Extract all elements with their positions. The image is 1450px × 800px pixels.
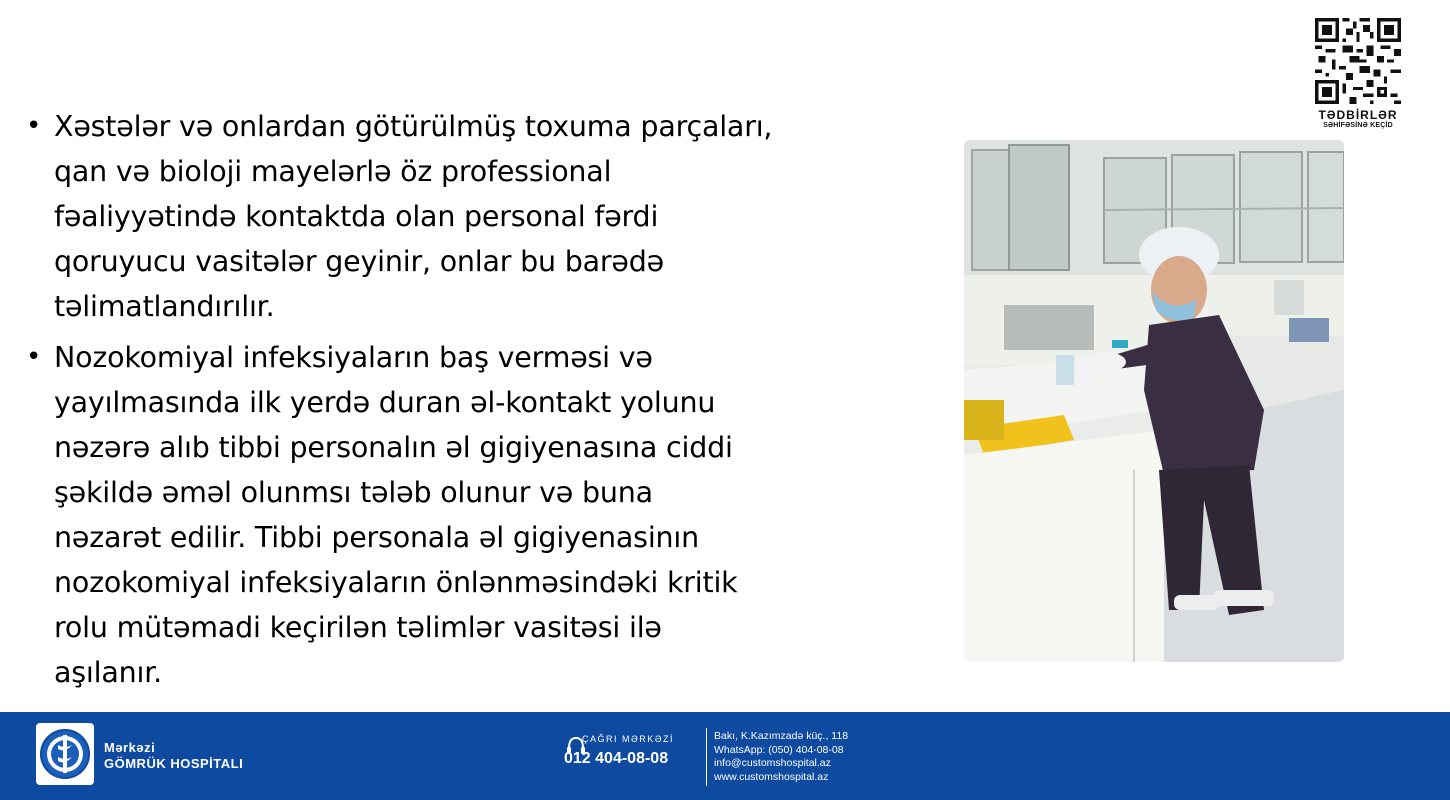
bullet-text: Xəstələr və onlardan götürülmüş toxuma parçaları, qan və bioloji mayelərlə öz professional fəaliyyətində kontaktda olan personal fərdi qoruyucu vasitələr geyinir, onlar bu barədə təlimatlandırılır. xyxy=(54,110,773,323)
qr-subtitle: SƏHİFƏSİNƏ KEÇİD xyxy=(1323,122,1393,129)
nurse-photo xyxy=(964,140,1344,662)
contact-info xyxy=(714,730,848,784)
hospital-emblem-icon xyxy=(36,723,94,785)
qr-block[interactable] xyxy=(1312,18,1404,129)
bullet-list xyxy=(24,104,924,701)
call-center-label: ÇAĞRI MƏRKƏZİ xyxy=(582,734,675,744)
footer-divider xyxy=(706,728,707,786)
bullet-dot: • xyxy=(26,342,42,372)
bullet-item xyxy=(24,104,924,329)
bullet-dot: • xyxy=(26,111,42,141)
qr-code-icon[interactable] xyxy=(1315,18,1401,104)
website-link[interactable]: www.customshospital.az xyxy=(714,770,829,783)
address-text: Bakı, K.Kazımzadə küç., 118 xyxy=(714,730,849,742)
bullet-text: Nozokomiyal infeksiyaların baş verməsi və yayılmasında ilk yerdə duran əl-kontakt yolunu nəzərə alıb tibbi personalın əl gigiyenasına ciddi şəkildə əməl olunmsı tələb olunur və buna nəzarət edilir. Tibbi personala əl gigiyenasinın nozokomiyal infeksiyaların önlənməsindəki kritik rolu mütəmadi keçirilən təlimlər vasitəsi ilə aşılanır. xyxy=(54,341,738,689)
hospital-name xyxy=(104,740,243,772)
call-center[interactable] xyxy=(564,732,704,782)
whatsapp-link[interactable]: WhatsApp: (050) 404-08-08 xyxy=(714,743,844,756)
bullet-item xyxy=(24,335,924,695)
email-link[interactable]: info@customshospital.az xyxy=(714,757,831,769)
hospital-name-line1: Mərkəzi xyxy=(104,740,156,755)
footer-bar xyxy=(0,712,1450,800)
qr-title: TƏDBİRLƏR xyxy=(1318,108,1398,122)
call-center-number[interactable]: 012 404-08-08 xyxy=(564,750,669,767)
hospital-name-line2: GÖMRÜK HOSPİTALI xyxy=(104,756,244,771)
